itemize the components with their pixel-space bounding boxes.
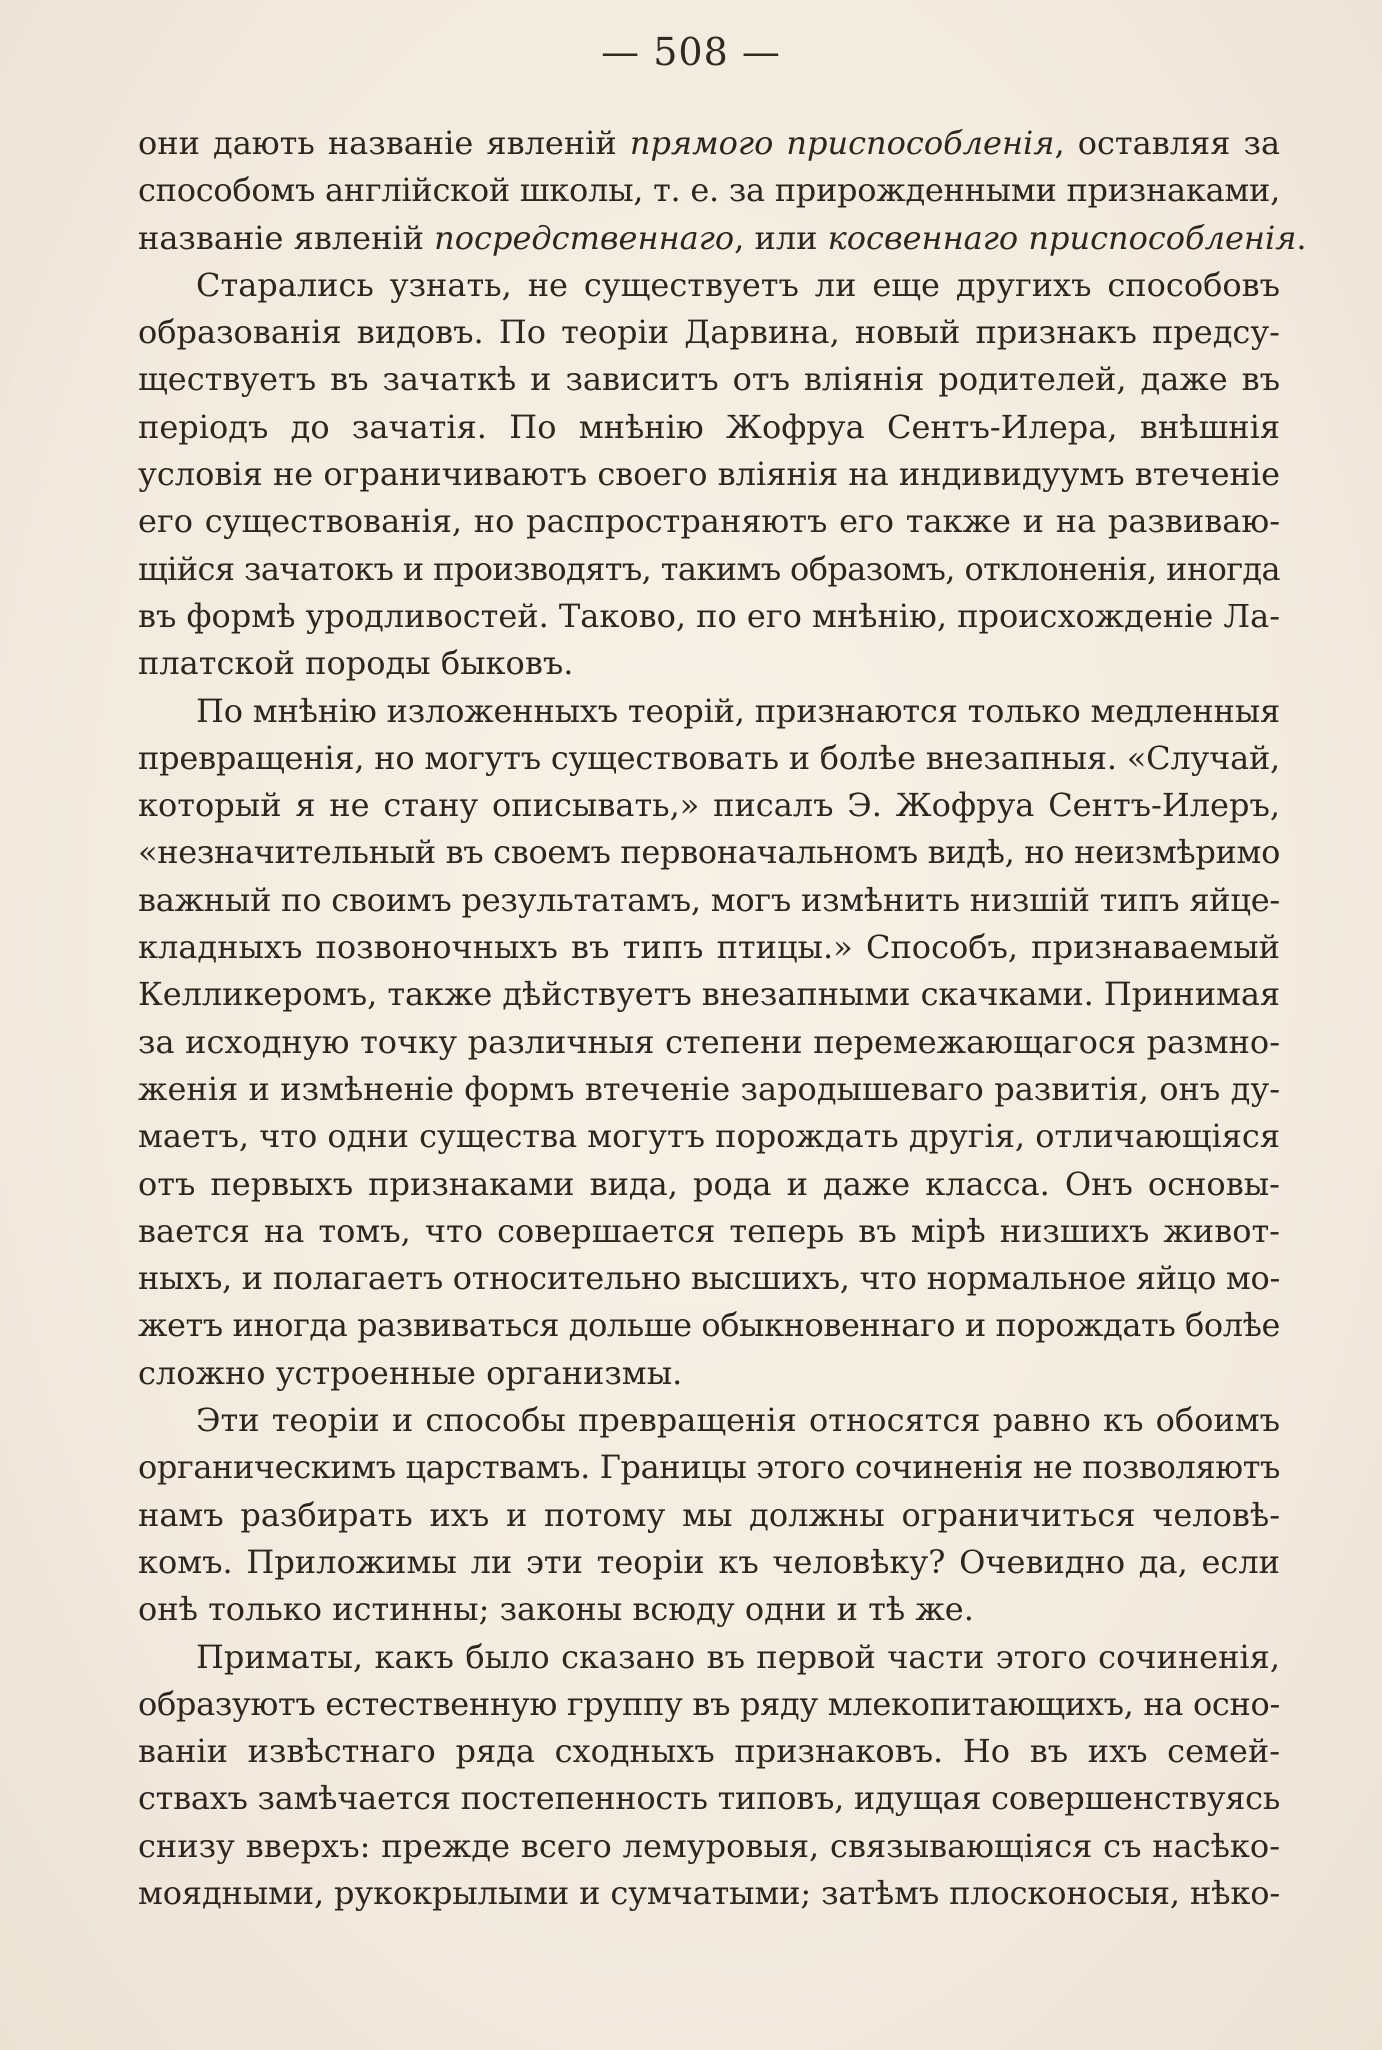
text-run: ствахъ замѣчается постепенность типовъ, идущая совершенствуясь xyxy=(138,1779,1281,1818)
text-line xyxy=(138,1302,1280,1349)
text-line xyxy=(138,1113,1280,1160)
text-line xyxy=(138,829,1280,876)
text-run: періодъ до зачатія. По мнѣнію Жофруа Сентъ-Илера, внѣшнія xyxy=(138,407,1280,446)
text-line xyxy=(138,404,1280,451)
text-run: намъ разбирать ихъ и потому мы должны ограничиться человѣ- xyxy=(138,1495,1280,1534)
text-run: важный по своимъ результатамъ, могъ измѣнить низшій типъ яйце- xyxy=(138,880,1281,919)
text-run: платской породы быковъ. xyxy=(138,644,574,683)
text-run: . xyxy=(1296,218,1307,257)
text-run: комъ. Приложимы ли эти теоріи къ человѣку? Очевидно да, если xyxy=(138,1542,1280,1581)
text-run: онѣ только истинны; законы всюду одни и тѣ же. xyxy=(138,1590,974,1629)
text-run: «незначительный въ своемъ первоначальномъ видѣ, но неизмѣримо xyxy=(138,833,1281,872)
text-run: сложно устроенные организмы. xyxy=(138,1353,683,1392)
text-line xyxy=(138,593,1280,640)
text-line xyxy=(138,546,1280,593)
text-line xyxy=(138,167,1280,214)
text-line xyxy=(138,1728,1280,1775)
paragraph-first-line xyxy=(138,1397,1280,1444)
italic-phrase: прямого приспособленія xyxy=(629,124,1055,162)
text-line xyxy=(138,1539,1280,1586)
text-run: моядными, рукокрылыми и сумчатыми; затѣмъ плосконосыя, нѣко- xyxy=(138,1873,1281,1912)
text-line xyxy=(138,782,1280,829)
text-line xyxy=(138,498,1280,545)
text-line xyxy=(138,877,1280,924)
text-run: щійся зачатокъ и производятъ, такимъ образомъ, отклоненія, иногда xyxy=(138,549,1281,588)
text-run: вается на томъ, что совершается теперь въ мірѣ низшихъ живот- xyxy=(138,1211,1280,1250)
text-run: ваніи извѣстнаго ряда сходныхъ признаковъ. Но въ ихъ семей- xyxy=(138,1732,1280,1771)
text-run: органическимъ царствамъ. Границы этого сочиненія не позволяютъ xyxy=(138,1448,1280,1487)
text-line xyxy=(138,735,1280,782)
text-run: способомъ англійской школы, т. е. за прирожденными признаками, xyxy=(138,171,1281,210)
text-run: По мнѣнію изложенныхъ теорій, признаются только медленныя xyxy=(196,691,1281,730)
text-run: Эти теоріи и способы превращенія относятся равно къ обоимъ xyxy=(196,1401,1280,1440)
text-line xyxy=(138,451,1280,498)
text-line xyxy=(138,1775,1280,1822)
text-run: Келликеромъ, также дѣйствуетъ внезапными скачками. Принимая xyxy=(138,975,1281,1014)
text-line xyxy=(138,1208,1280,1255)
text-line xyxy=(138,1444,1280,1491)
text-run: , оставляя за xyxy=(1054,124,1281,162)
text-line xyxy=(138,971,1280,1018)
text-line xyxy=(138,1255,1280,1302)
text-run: въ формѣ уродливостей. Таково, по его мнѣнію, происхожденіе Ла- xyxy=(138,596,1281,635)
text-run: Старались узнать, не существуетъ ли еще другихъ способовъ xyxy=(196,265,1280,304)
body-text xyxy=(138,120,1307,1917)
text-run: который я не стану описывать,» писалъ Э. Жофруа Сентъ-Илеръ, xyxy=(138,786,1280,825)
text-run: превращенія, но могутъ существовать и болѣе внезапныя. «Случай, xyxy=(138,738,1280,777)
text-line xyxy=(138,120,1280,167)
paragraph-first-line xyxy=(138,1634,1280,1681)
paragraph-first-line xyxy=(138,688,1280,735)
text-run: его существованія, но распространяютъ его также и на развиваю- xyxy=(138,502,1280,541)
paragraph-first-line xyxy=(138,262,1280,309)
text-line xyxy=(138,1492,1280,1539)
text-line xyxy=(138,640,1280,687)
text-run: женія и измѣненіе формъ втеченіе зародышеваго развитія, онъ ду- xyxy=(138,1069,1280,1108)
text-run: образованія видовъ. По теоріи Дарвина, новый признакъ предсу- xyxy=(138,313,1280,352)
text-run: Приматы, какъ было сказано въ первой части этого сочиненія, xyxy=(196,1637,1280,1676)
text-run: они дають названіе явленій xyxy=(138,124,630,162)
text-line xyxy=(138,1066,1280,1113)
text-line xyxy=(138,924,1280,971)
italic-phrase: посредственнаго xyxy=(434,218,735,257)
text-run: маетъ, что одни существа могутъ порождать другія, отличающіяся xyxy=(138,1117,1281,1156)
text-run: жетъ иногда развиваться дольше обыкновеннаго и порождать болѣе xyxy=(138,1306,1281,1345)
text-run: , или xyxy=(734,218,828,257)
text-run: ществуетъ въ зачаткѣ и зависитъ отъ вліянія родителей, даже въ xyxy=(138,360,1280,399)
text-line xyxy=(138,1019,1280,1066)
text-run: условія не ограничиваютъ своего вліянія на индивидуумъ втеченіе xyxy=(138,455,1280,494)
text-line xyxy=(138,1823,1280,1870)
text-run: образуютъ естественную группу въ ряду млекопитающихъ, на осно- xyxy=(138,1684,1280,1723)
text-run: названіе явленій xyxy=(138,218,435,257)
text-line xyxy=(138,1586,1280,1633)
text-line xyxy=(138,1161,1280,1208)
text-line xyxy=(138,215,1307,262)
text-line xyxy=(138,1870,1280,1917)
page-number: — 508 — xyxy=(601,30,781,74)
text-run: снизу вверхъ: прежде всего лемуровыя, связывающіяся съ насѣко- xyxy=(138,1826,1280,1865)
text-run: ныхъ, и полагаетъ относительно высшихъ, что нормальное яйцо мо- xyxy=(138,1259,1281,1298)
text-run: отъ первыхъ признаками вида, рода и даже класса. Онъ основы- xyxy=(138,1164,1280,1203)
text-line xyxy=(138,356,1280,403)
text-run: за исходную точку различныя степени перемежающагося размно- xyxy=(138,1022,1280,1061)
text-line xyxy=(138,1681,1280,1728)
text-run: кладныхъ позвоночныхъ въ типъ птицы.» Способъ, признаваемый xyxy=(138,928,1280,967)
text-line xyxy=(138,309,1280,356)
italic-phrase: косвеннаго приспособленія xyxy=(827,218,1297,257)
text-line xyxy=(138,1350,1280,1397)
